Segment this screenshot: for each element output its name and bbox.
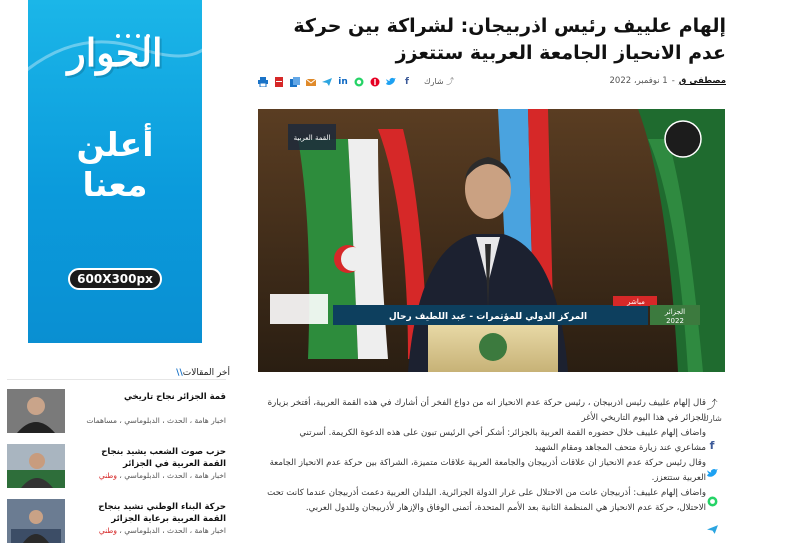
category-link[interactable]: الدبلوماسي (124, 526, 160, 535)
category-link[interactable]: الدبلوماسي (124, 471, 160, 480)
linkedin-icon[interactable]: in (338, 76, 348, 87)
category-link[interactable]: وطني (98, 526, 118, 535)
category-link[interactable]: مساهمات (86, 416, 118, 425)
article-title[interactable]: حركة البناء الوطني تشيد بنجاح القمة العربية برعاية الجزائر (98, 502, 226, 524)
email-icon[interactable] (306, 77, 316, 87)
telegram-icon[interactable] (700, 517, 724, 541)
site-logo: الحوار (67, 30, 163, 75)
paragraph: قال إلهام علييف رئيس اذربيجان ، رئيس حركة عدم الانحياز انه من دواع الفخر أن أشارك في هذه القمة العربية، أفتخر بزيارة الجزائر في هذا اليوم التاريخي الأغر (267, 398, 706, 423)
latest-articles-heading (150, 368, 230, 378)
share-label-text: شارك (424, 77, 444, 86)
heading-bars-icon: \\ (176, 368, 183, 378)
print-icon[interactable] (258, 77, 268, 87)
side-share-bar (700, 396, 724, 545)
whatsapp-icon[interactable] (700, 489, 724, 513)
category-link[interactable]: اخبار هامة (194, 471, 226, 480)
category-link[interactable]: اخبار هامة (194, 526, 226, 535)
pinterest-icon[interactable] (370, 77, 380, 87)
advertise-with-us-text (28, 125, 202, 205)
article-hero-image (258, 109, 725, 372)
advertisement-banner[interactable] (28, 0, 202, 343)
twitter-icon[interactable] (700, 461, 724, 485)
whatsapp-icon[interactable] (354, 77, 364, 87)
facebook-icon[interactable]: f (709, 438, 715, 452)
cta-line-1: أعلن (76, 125, 154, 164)
meta-separator: - (671, 76, 675, 86)
article-headline: إلهام علييف رئيس اذربيجان: لشراكة بين حركة عدم الانحياز الجامعة العربية ستتعزز (293, 15, 726, 64)
cta-line-2: معنا (82, 165, 148, 204)
live-badge: مباشر (627, 298, 645, 306)
article-thumbnail[interactable] (7, 444, 65, 488)
tv-logo-text: القمة العربية (293, 134, 331, 142)
list-item[interactable] (7, 499, 226, 547)
hero-scene (258, 109, 725, 372)
paragraph: واضاف إلهام علييف خلال حضوره القمة العربية بالجزائر: أشكر أخي الرئيس تبون على هذه الدعوة الكريمة. أسرتني مشاعري عند زيارة متحف المجاهد ومقام الشهيد (299, 428, 706, 453)
author-link[interactable]: مصطفى ق (678, 76, 726, 86)
article-thumbnail[interactable] (7, 389, 65, 433)
publish-date: 1 نوفمبر، 2022 (609, 76, 668, 86)
twitter-icon[interactable] (386, 77, 396, 87)
category-link[interactable]: الحدث (167, 471, 188, 480)
category-link[interactable]: الحدث (167, 416, 188, 425)
list-item[interactable] (7, 444, 226, 492)
telegram-icon[interactable] (322, 77, 332, 87)
divider (7, 379, 226, 380)
article-thumbnail[interactable] (7, 499, 65, 543)
article-categories: اخبار هامة ، الحدث ، الدبلوماسي ، وطني (98, 526, 226, 535)
paragraph: وقال رئيس حركة عدم الانحياز ان علاقات أذربيجان والجامعة العربية علاقات متميزة، الشراكة بين حركة عدم الانحياز الجامعة العربية ستتعزز. (269, 458, 706, 483)
article-categories: اخبار هامة ، الحدث ، الدبلوماسي ، وطني (98, 471, 226, 480)
share-arrow-icon[interactable]: ⤴ (706, 398, 718, 411)
side-share-label: شارك (702, 414, 722, 423)
article-title[interactable]: حزب صوت الشعب يشيد بنجاح القمة العربية في الجزائر (101, 447, 226, 469)
paragraph: واضاف إلهام علييف: أذربيجان عانت من الاحتلال على غرار الدولة الجزائرية. البلدان العربية دعمت أذربيجان عندما كانت تحت الاحتلال، حركة عدم الانحياز هي المنظمة الثانية بعد الأمم المتحدة، أتمنى الوفاق والإزهار لأذربيجان وللدول العربي. (267, 488, 706, 513)
hero-year: 2022 (666, 317, 684, 325)
article-categories: اخبار هامة ، الحدث ، الدبلوماسي ، مساهمات (86, 416, 226, 425)
category-link[interactable]: اخبار هامة (194, 416, 226, 425)
category-link[interactable]: وطني (98, 471, 118, 480)
hero-city: الجزائر (664, 308, 686, 316)
ad-size-badge: 600X300px (68, 268, 162, 290)
category-link[interactable]: الدبلوماسي (124, 416, 160, 425)
pdf-icon[interactable] (274, 77, 284, 87)
category-link[interactable]: الحدث (167, 526, 188, 535)
facebook-icon[interactable]: f (405, 76, 409, 87)
hero-caption: المركز الدولي للمؤتمرات - عبد اللطيف رحال (388, 312, 588, 322)
article-body (266, 396, 706, 516)
latest-heading-text: أخر المقالات (182, 368, 230, 378)
article-title[interactable]: قمة الجزائر نجاح تاريخي (123, 392, 226, 402)
copy-icon[interactable] (290, 77, 300, 87)
share-arrow-icon: ⤴ (446, 77, 455, 86)
list-item[interactable] (7, 389, 226, 437)
share-label[interactable] (424, 76, 454, 87)
share-toolbar (258, 76, 454, 87)
article-meta (610, 76, 726, 86)
